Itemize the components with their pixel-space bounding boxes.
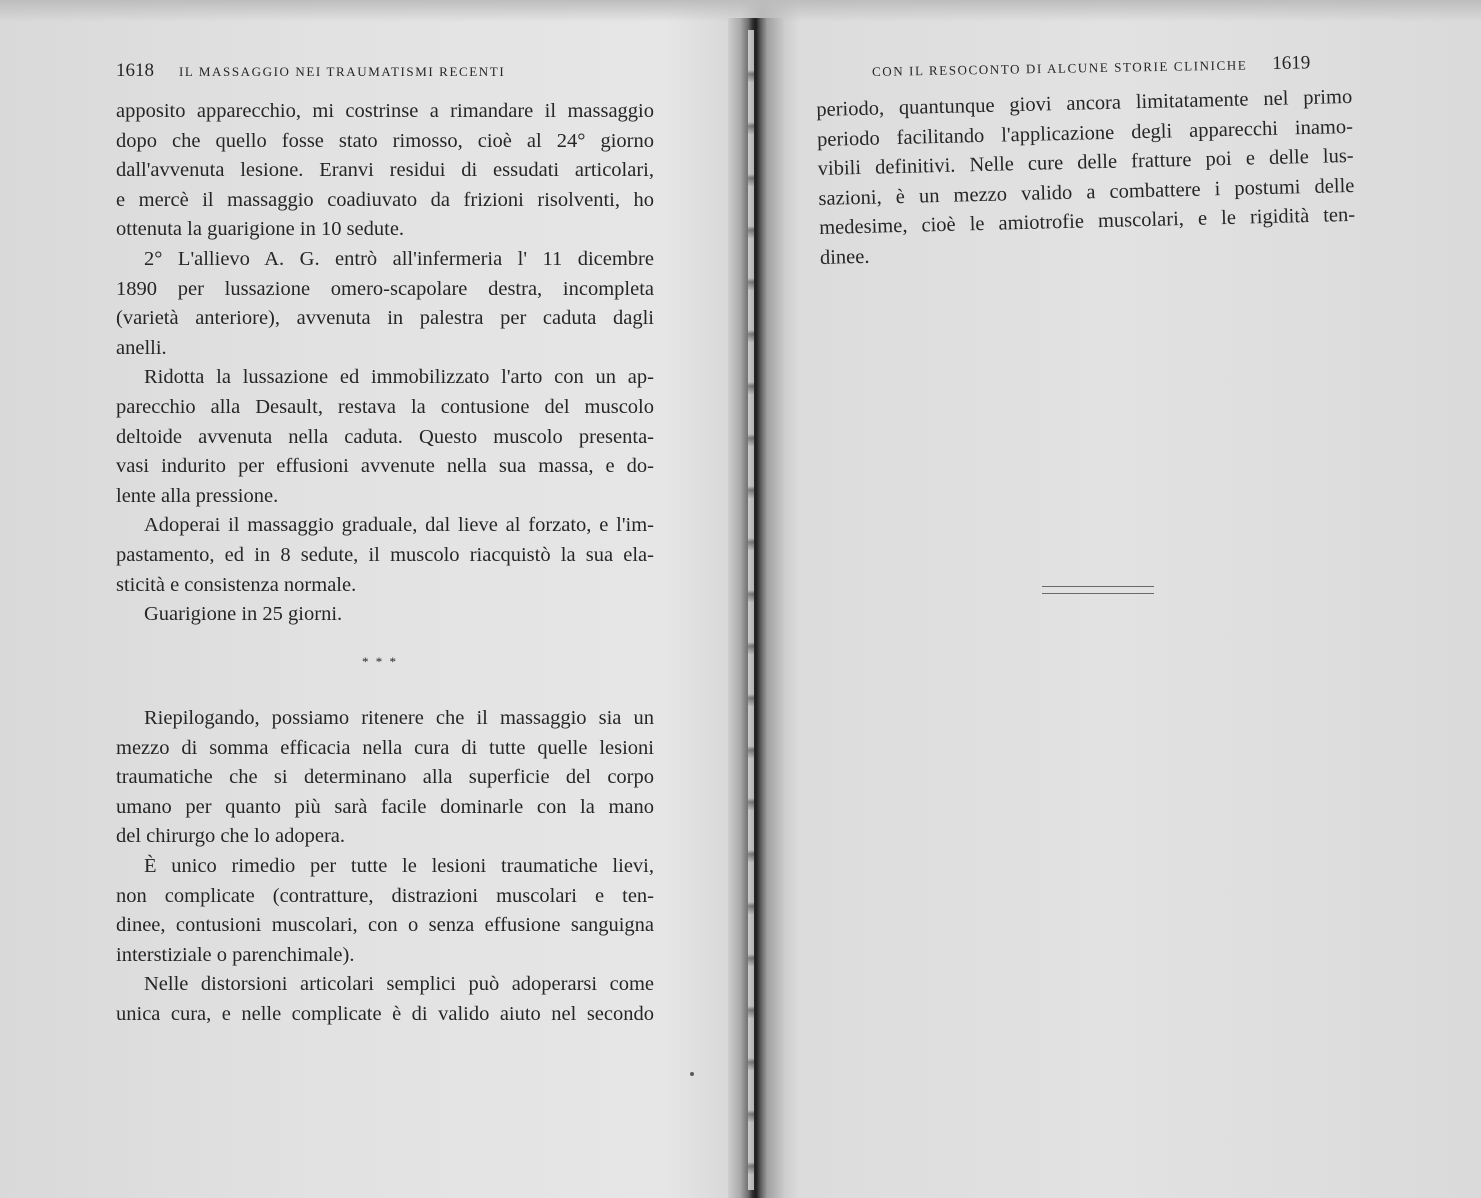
asterism	[360, 656, 400, 668]
text-line: dinee, contusioni muscolari, con o senza effusione sanguigna	[116, 914, 654, 937]
text-line: 1890 per lussazione omero-scapolare destra, incompleta	[116, 277, 654, 300]
end-rule	[1042, 586, 1154, 594]
text-line: parecchio alla Desault, restava la contusione del muscolo	[116, 395, 654, 418]
text-line: periodo, quantunque giovi ancora limitatamente nel primo	[816, 85, 1353, 121]
text-line: Riepilogando, possiamo ritenere che il massaggio sia un	[144, 707, 654, 729]
right-page	[760, 0, 1481, 1198]
left-running-title: IL MASSAGGIO NEI TRAUMATISMI RECENTI	[179, 64, 506, 79]
text-line: Nelle distorsioni articolari semplici può adoperarsi come	[144, 973, 654, 996]
text-line: vasi indurito per effusioni avvenute nella sua massa, e do-	[116, 455, 654, 478]
text-line: sazioni, è un mezzo valido a combattere i postumi delle	[818, 174, 1355, 210]
text-line: medesime, cioè le amiotrofie muscolari, e le rigidità ten-	[818, 204, 1356, 240]
text-line: anelli.	[116, 336, 167, 359]
text-line: traumatiche che si determinano alla superficie del corpo	[116, 766, 654, 789]
text-line: 2° L'allievo A. G. entrò all'infermeria l' 11 dicembre	[144, 247, 654, 270]
text-line: Adoperai il massaggio graduale, dal lieve al forzato, e l'im-	[144, 514, 654, 537]
text-line: sticità e consistenza normale.	[116, 573, 357, 596]
text-line: deltoide avvenuta nella caduta. Questo muscolo presenta-	[116, 425, 654, 448]
text-line: non complicate (contratture, distrazioni muscolari e ten-	[116, 884, 654, 907]
text-line: lente alla pressione.	[116, 484, 279, 507]
right-running-title: CON IL RESOCONTO DI ALCUNE STORIE CLINICHE	[871, 57, 1248, 79]
text-line: del chirurgo che lo adopera.	[116, 825, 346, 848]
text-line: dinee.	[819, 245, 870, 269]
binding-thread	[748, 30, 754, 1190]
text-line: ottenuta la guarigione in 10 sedute.	[116, 218, 405, 241]
text-line: pastamento, ed in 8 sedute, il muscolo riacquistò la sua ela-	[116, 543, 654, 566]
text-line: apposito apparecchio, mi costrinse a rimandare il massaggio	[116, 100, 654, 122]
text-line: vibili definitivi. Nelle cure delle fratture poi e delle lus-	[817, 145, 1354, 181]
ink-speck	[690, 1072, 694, 1076]
left-running-head	[116, 60, 505, 82]
asterism-glyphs: * * *	[362, 654, 398, 669]
left-page-number: 1618	[116, 60, 154, 81]
right-page-number: 1619	[1272, 52, 1311, 75]
text-line: dopo che quello fosse stato rimosso, cioè al 24° giorno	[116, 129, 654, 152]
text-line: Guarigione in 25 giorni.	[144, 603, 343, 626]
text-line: dall'avvenuta lesione. Eranvi residui di essudati articolari,	[116, 159, 654, 182]
text-line: periodo facilitando l'applicazione degli apparecchi inamo-	[816, 115, 1354, 151]
text-line: (varietà anteriore), avvenuta in palestra per caduta dagli	[116, 307, 654, 330]
text-line: mezzo di somma efficacia nella cura di tutte quelle lesioni	[116, 736, 654, 759]
text-line: umano per quanto più sarà facile dominarle con la mano	[116, 795, 654, 818]
left-text-bottom	[116, 704, 654, 1030]
left-text-top	[116, 97, 654, 630]
text-line: unica cura, e nelle complicate è di valido aiuto nel secondo	[116, 1002, 654, 1025]
text-line: interstiziale o parenchimale).	[116, 943, 355, 966]
right-text	[816, 83, 1356, 274]
text-line: Ridotta la lussazione ed immobilizzato l'arto con un ap-	[144, 366, 654, 389]
right-running-head	[872, 52, 1311, 82]
text-line: È unico rimedio per tutte le lesioni traumatiche lievi,	[144, 854, 654, 877]
text-line: e mercè il massaggio coadiuvato da frizioni risolventi, ho	[116, 188, 654, 211]
left-page	[0, 0, 740, 1198]
